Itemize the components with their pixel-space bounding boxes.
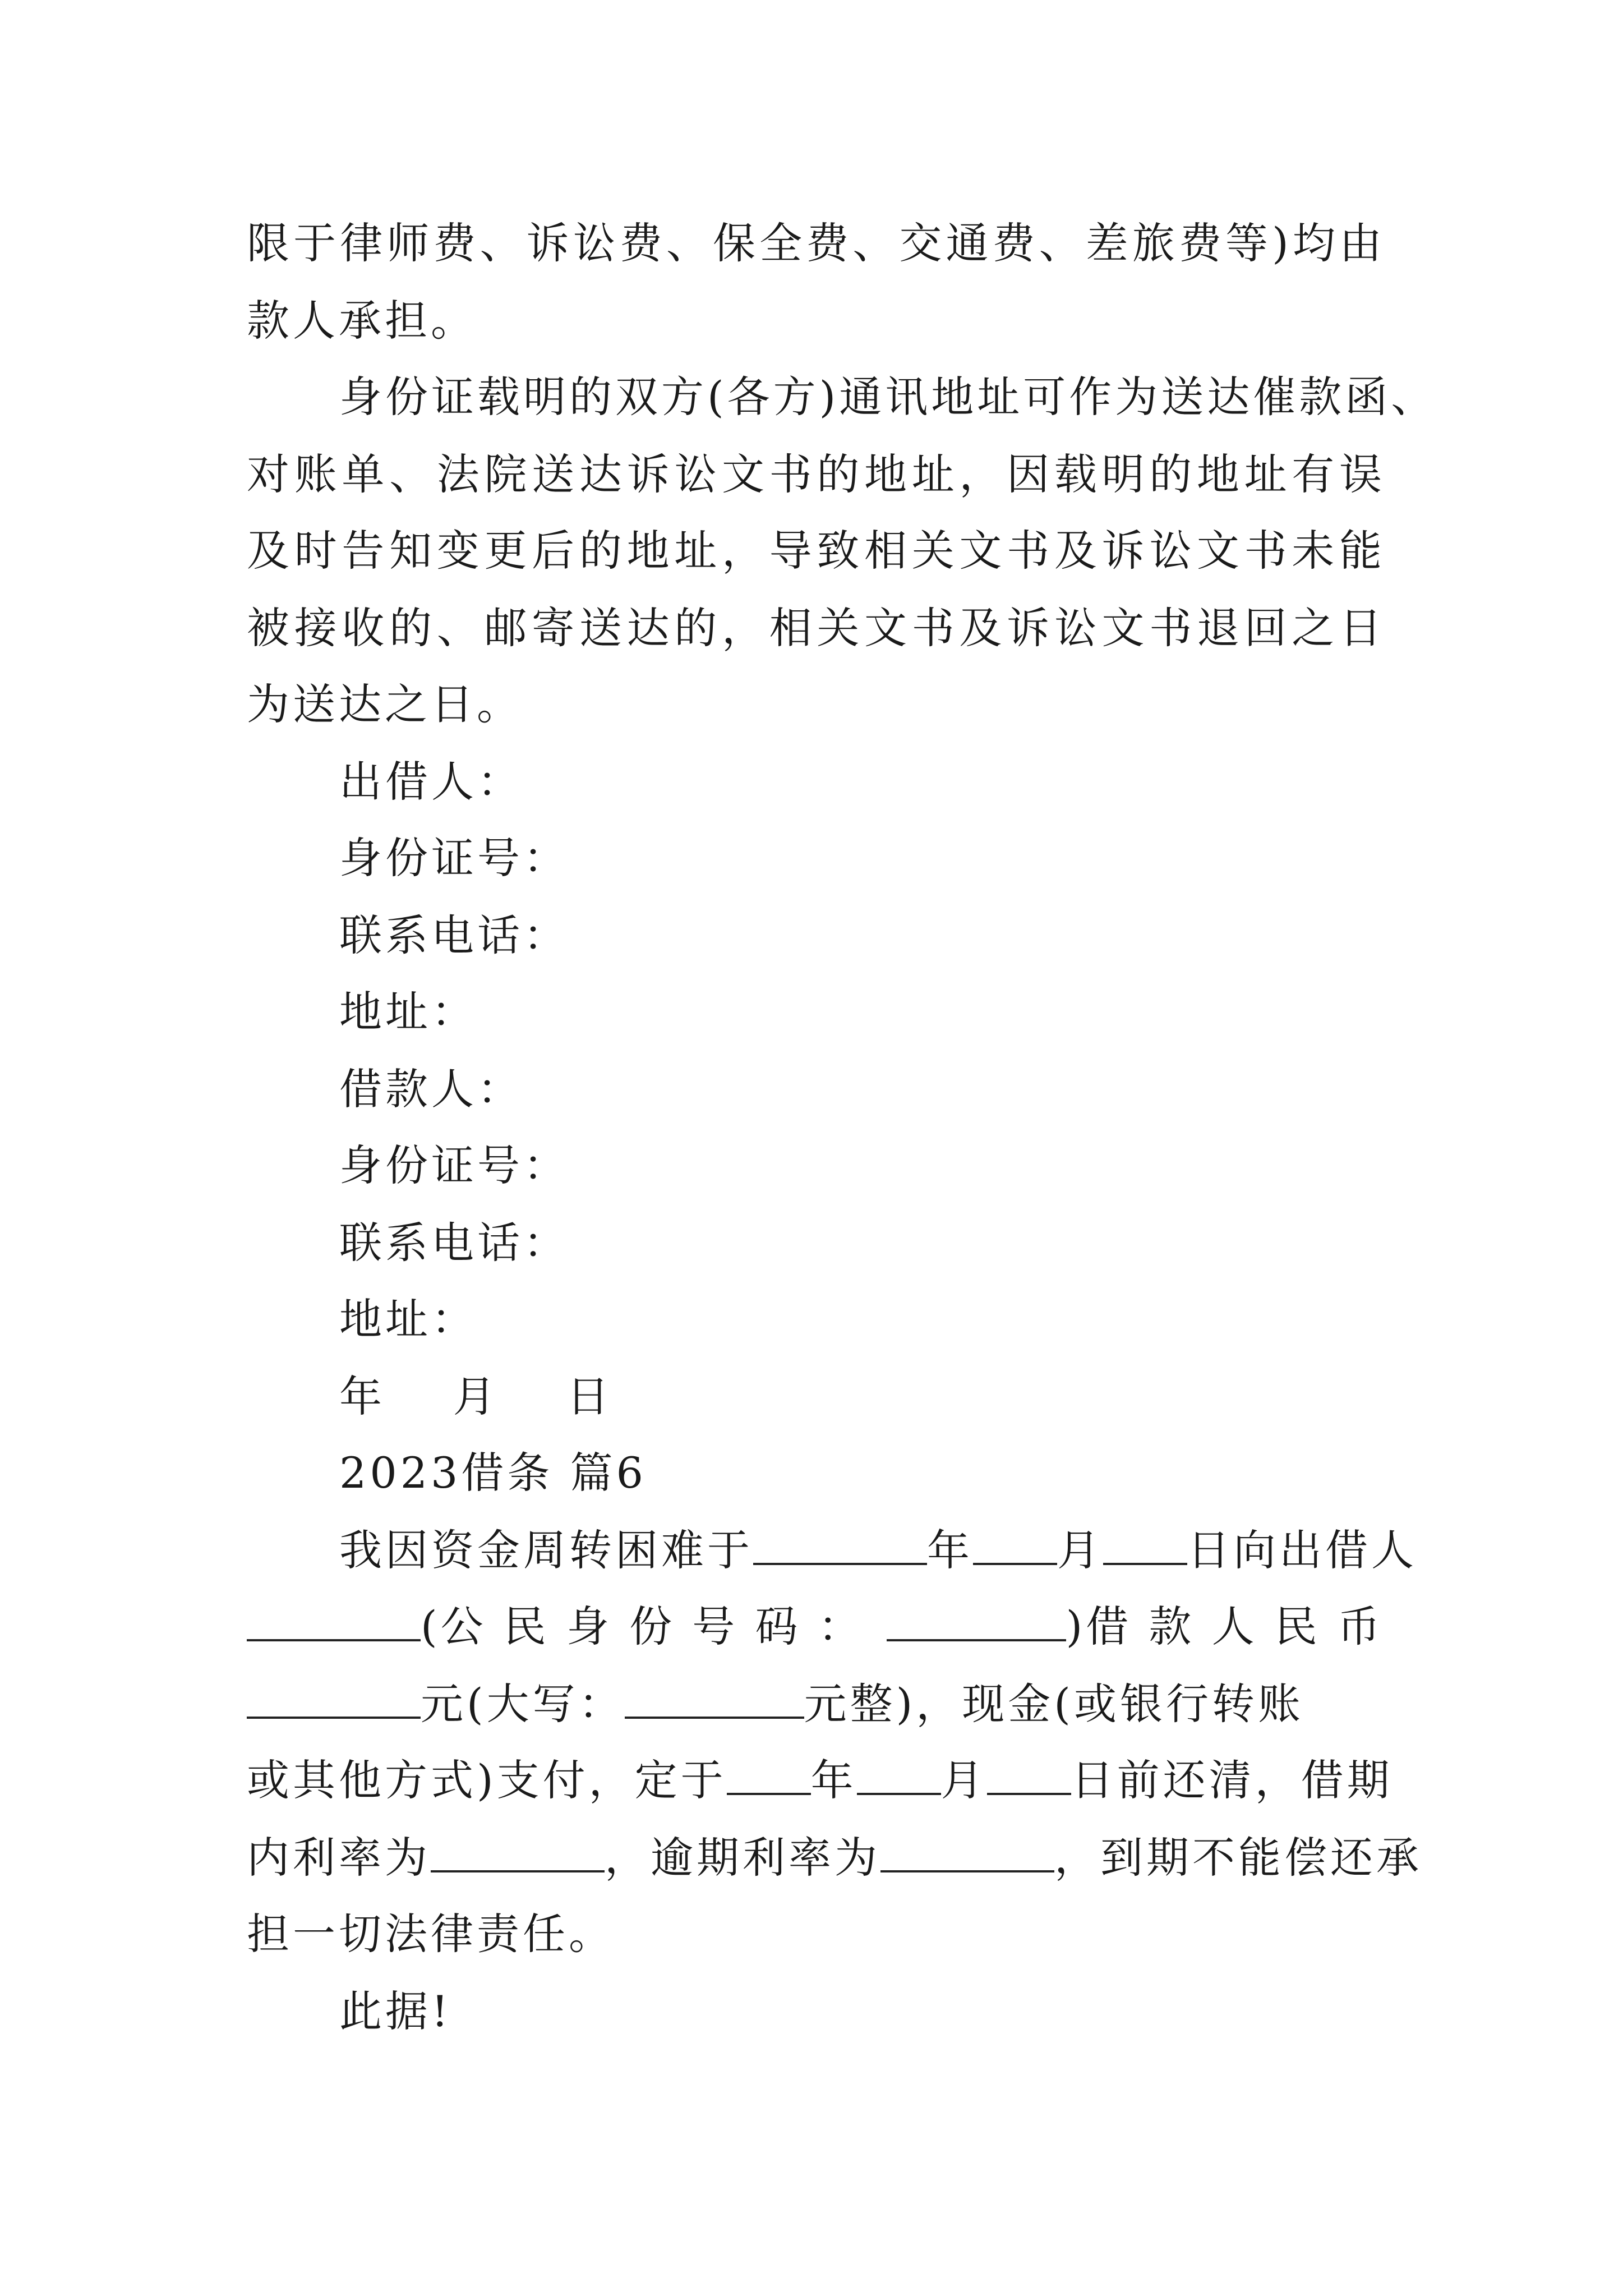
paragraph-2-line-3: 及时告知变更后的地址，导致相关文书及诉讼文书未能	[247, 526, 1385, 576]
paragraph-2-line-1: 身份证载明的双方(各方)通讯地址可作为送达催款函、	[339, 372, 1437, 422]
iou-text-repay-month: 月	[940, 1755, 987, 1805]
paragraph-2-line-4: 被接收的、邮寄送达的，相关文书及诉讼文书退回之日	[247, 603, 1385, 653]
blank-amount-uppercase	[625, 1677, 804, 1719]
paragraph-2-line-5: 为送达之日。	[247, 679, 523, 729]
iou-text-uppercase: 元(大写：	[421, 1679, 625, 1729]
iou-text-interest: 内利率为	[247, 1833, 431, 1883]
borrower-id-label: 身份证号：	[339, 1140, 569, 1190]
iou-line-4	[247, 1752, 1393, 1809]
iou-text-overdue: ，逾期利率为	[605, 1833, 880, 1883]
blank-lender-name	[247, 1600, 421, 1641]
blank-year	[753, 1524, 927, 1565]
iou-text-month: 月	[1057, 1525, 1103, 1575]
iou-text-borrow-rmb: )借 款 人 民 币	[1066, 1602, 1384, 1651]
iou-text-reason: 我因资金周转困难于	[339, 1525, 753, 1575]
blank-overdue-rate	[880, 1831, 1054, 1872]
iou-text-pay-method: 或其他方式)支付，定于	[247, 1755, 727, 1805]
iou-closing: 此据!	[339, 1986, 452, 2036]
blank-day	[1103, 1524, 1187, 1565]
blank-interest-rate	[431, 1831, 605, 1872]
iou-text-liability: ，到期不能偿还承	[1054, 1833, 1422, 1883]
iou-line-2	[247, 1599, 1385, 1655]
paragraph-1-line-2: 款人承担。	[247, 296, 477, 346]
borrower-address-label: 地址：	[339, 1294, 477, 1344]
iou-line-3	[247, 1676, 1385, 1732]
blank-repay-year	[727, 1754, 811, 1795]
lender-label: 出借人：	[339, 757, 523, 807]
borrower-phone-label: 联系电话：	[339, 1218, 569, 1268]
iou-text-repay-year: 年	[810, 1755, 857, 1805]
iou-text-id-number: (公 民 身 份 号 码 ：	[421, 1602, 864, 1651]
iou-text-year: 年	[927, 1525, 973, 1575]
paragraph-1-line-1: 限于律师费、诉讼费、保全费、交通费、差旅费等)均由	[247, 218, 1385, 268]
blank-repay-month	[857, 1754, 941, 1795]
blank-month	[973, 1524, 1057, 1565]
borrower-label: 借款人：	[339, 1064, 523, 1114]
paragraph-2-line-2: 对账单、法院送达诉讼文书的地址，因载明的地址有误	[247, 449, 1385, 499]
iou-line-6: 担一切法律责任。	[247, 1909, 615, 1959]
lender-phone-label: 联系电话：	[339, 910, 569, 960]
lender-id-label: 身份证号：	[339, 833, 569, 883]
iou-line-5	[247, 1830, 1422, 1886]
iou-text-payment: 元整)，现金(或银行转账	[804, 1679, 1304, 1729]
date-line: 年 月 日	[339, 1372, 613, 1421]
blank-id-number	[887, 1600, 1066, 1641]
iou-line-1	[339, 1522, 1478, 1579]
blank-repay-day	[987, 1754, 1071, 1795]
blank-amount	[247, 1677, 421, 1719]
section-heading: 2023借条 篇6	[339, 1448, 647, 1498]
iou-text-to-lender: 日向出借人	[1187, 1525, 1417, 1575]
lender-address-label: 地址：	[339, 987, 477, 1037]
iou-text-repay-day: 日前还清，借期	[1071, 1755, 1393, 1805]
